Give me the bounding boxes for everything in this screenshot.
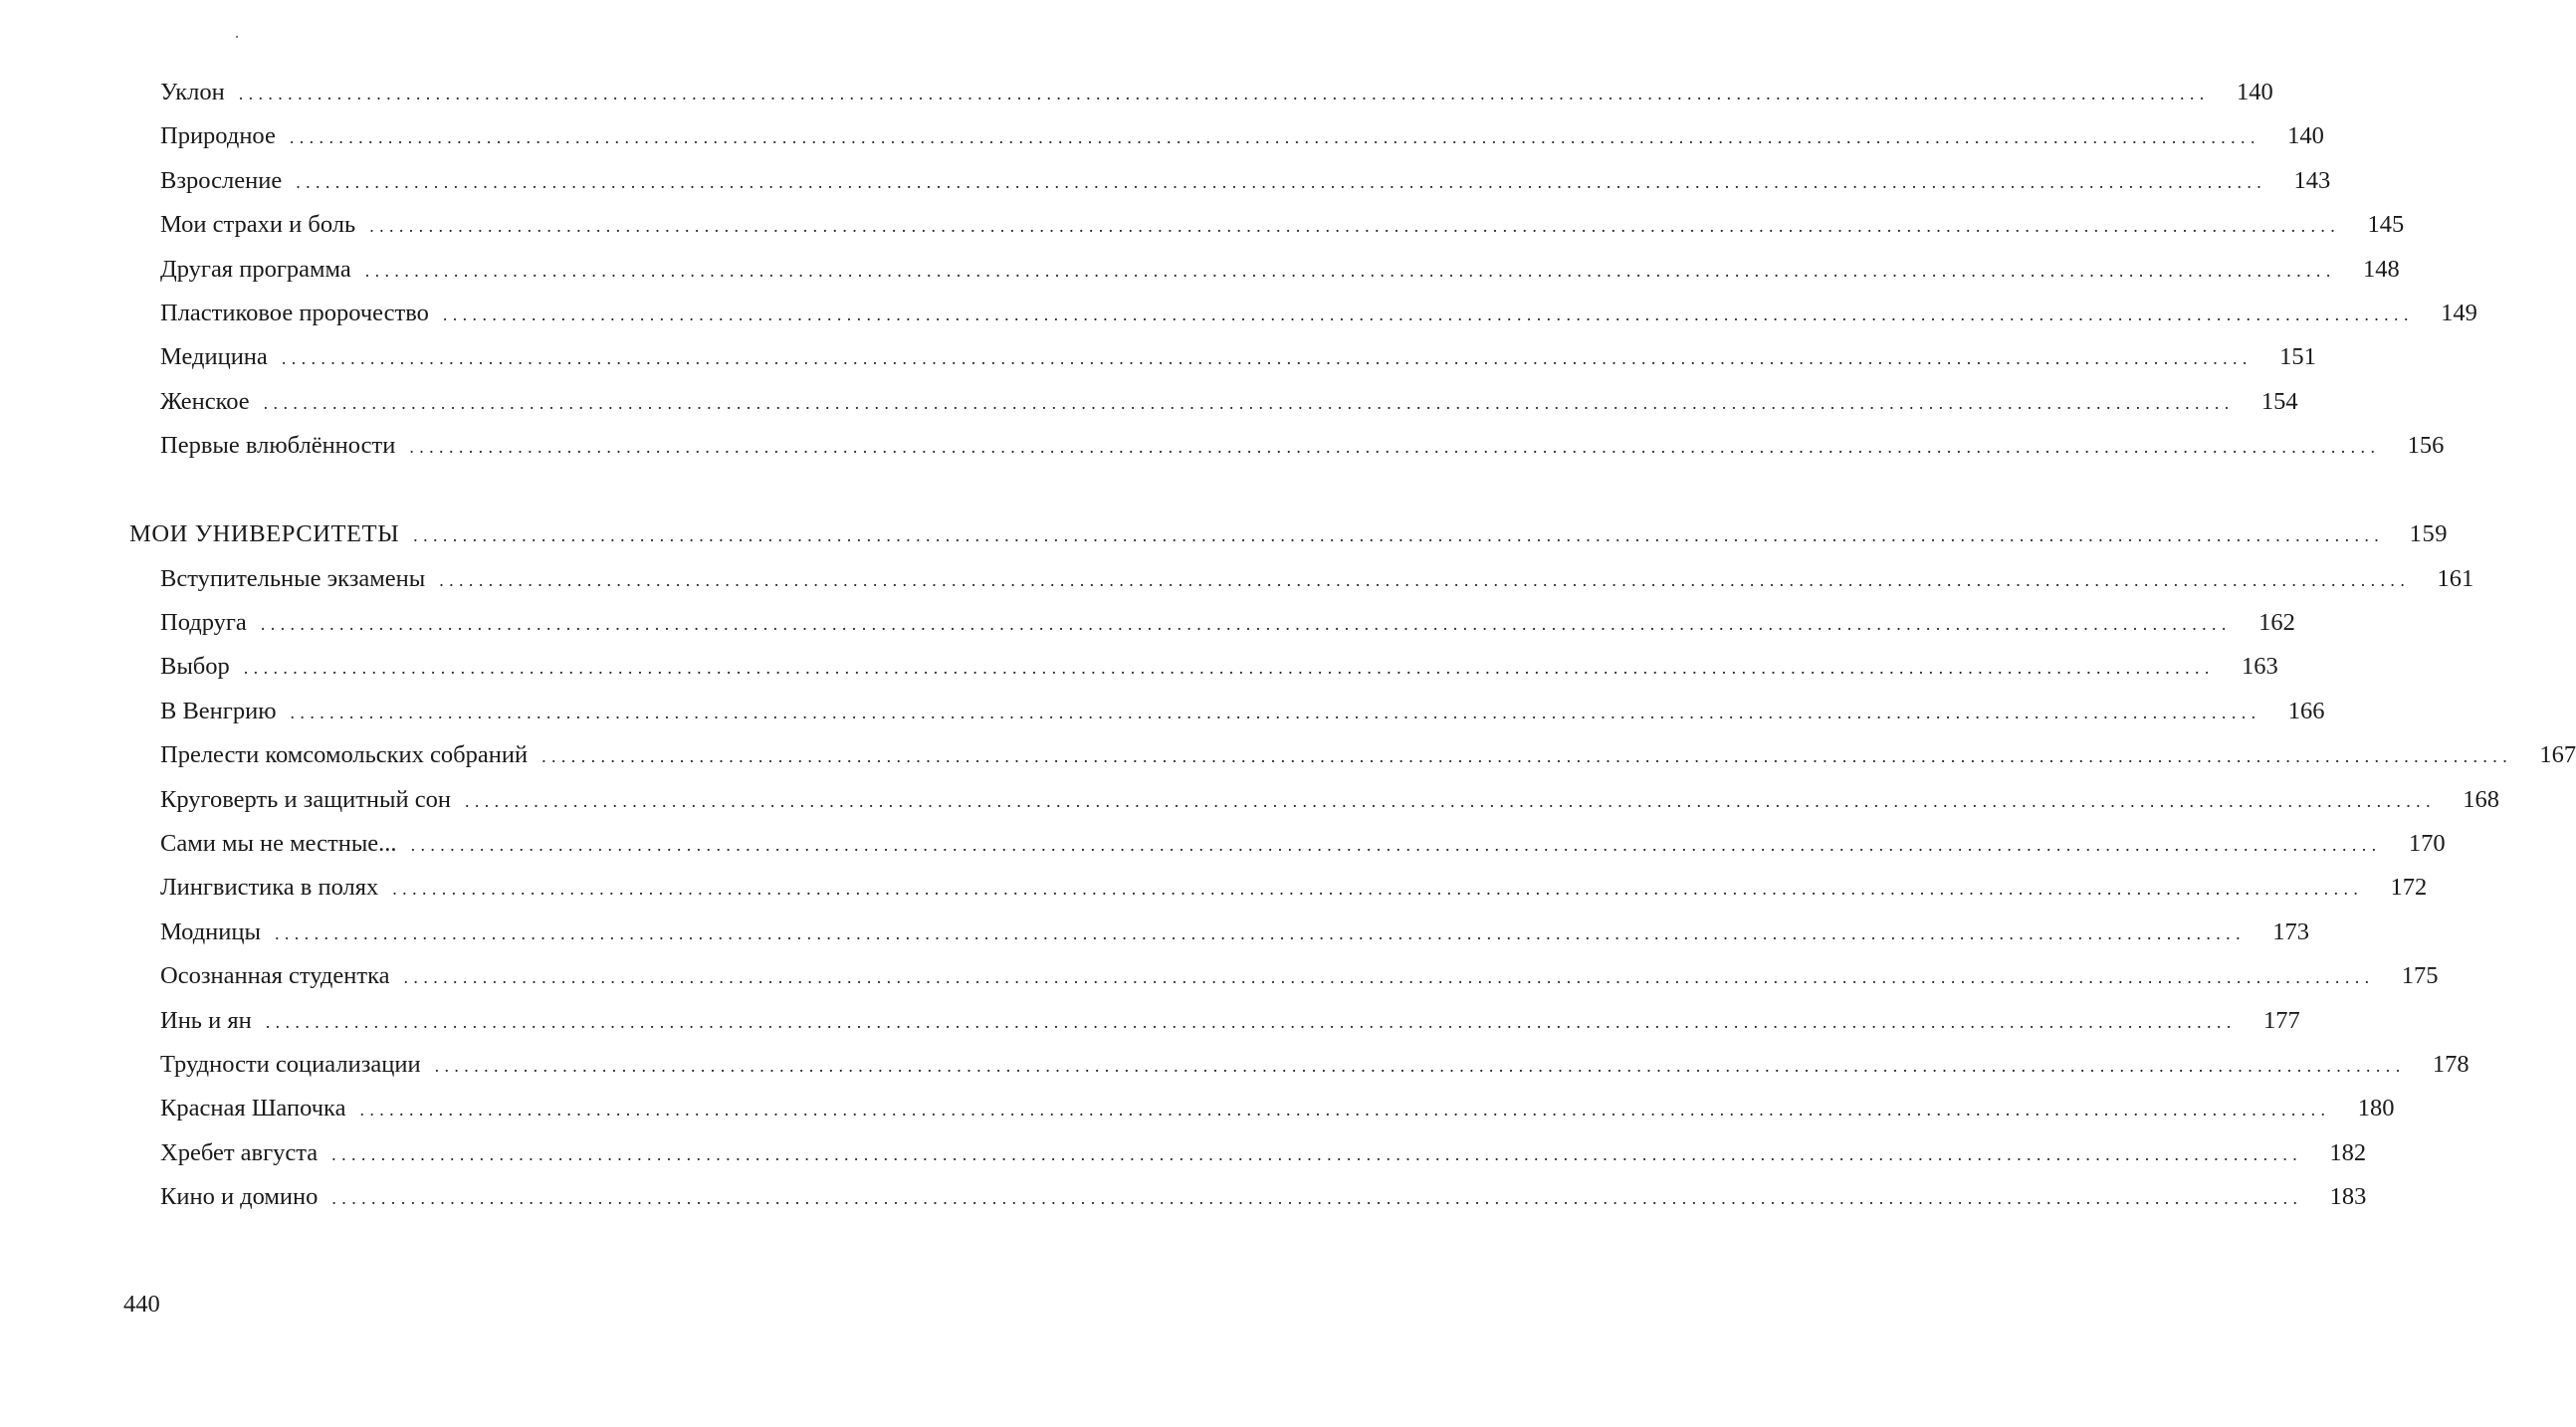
dot-leader: ........................................................................................................................................................................................................ xyxy=(265,1011,2237,1032)
dot-leader: ........................................................................................................................................................................................................ xyxy=(442,305,2414,324)
toc-entry-title: В Венгрию xyxy=(160,697,277,724)
toc-entry-page: 140 xyxy=(2236,79,2273,105)
toc-entry-title: Лингвистика в полях xyxy=(160,874,379,902)
dot-leader: ........................................................................................................................................................................................................ xyxy=(464,790,2436,811)
toc-entry xyxy=(0,114,2324,158)
dot-leader: ........................................................................................................................................................................................................ xyxy=(274,922,2246,943)
toc-entry-title: Сами мы не местные... xyxy=(160,829,397,857)
dot-leader: ........................................................................................................................................................................................................ xyxy=(369,216,2341,237)
toc-entry-page: 148 xyxy=(2362,255,2400,283)
toc-entry xyxy=(0,822,2446,866)
toc-entry-page: 151 xyxy=(2279,343,2316,371)
dot-leader: ........................................................................................................................................................................................................ xyxy=(290,702,2261,722)
dot-leader: ........................................................................................................................................................................................................ xyxy=(392,879,2364,900)
toc-entry-title: Взросление xyxy=(160,166,283,194)
toc-entry-title: Выбор xyxy=(160,653,230,681)
toc-entry xyxy=(0,954,2439,998)
toc-entry xyxy=(0,778,2499,822)
dot-leader: ........................................................................................................................................................................................................ xyxy=(296,171,2267,192)
toc-entry-page: 180 xyxy=(2357,1095,2395,1122)
toc-entry xyxy=(0,733,2576,777)
dot-leader: ........................................................................................................................................................................................................ xyxy=(263,392,2235,413)
toc-entry xyxy=(0,999,2300,1043)
dot-leader: ........................................................................................................................................................................................................ xyxy=(243,658,2215,679)
toc-entry-title: Пластиковое пророчество xyxy=(160,300,429,326)
toc-entry-title: Мои страхи и боль xyxy=(160,211,356,239)
dot-leader: ........................................................................................................................................................................................................ xyxy=(238,84,2210,103)
toc-entry-title: Инь и ян xyxy=(160,1006,252,1034)
toc-entry-title: Первые влюблённости xyxy=(160,432,396,460)
dot-leader: ........................................................................................................................................................................................................ xyxy=(260,613,2232,634)
dot-leader: ........................................................................................................................................................................................................ xyxy=(359,1100,2331,1121)
toc-entry xyxy=(0,292,2477,335)
toc-entry xyxy=(0,866,2428,910)
toc-entry-page: 172 xyxy=(2390,874,2428,902)
toc-entry-page: 161 xyxy=(2437,564,2474,592)
toc-entry-page: 177 xyxy=(2262,1006,2300,1034)
dot-leader: ........................................................................................................................................................................................................ xyxy=(403,967,2375,988)
toc-entry-page: 143 xyxy=(2293,166,2331,194)
dot-leader: ........................................................................................................................................................................................................ xyxy=(410,834,2382,855)
toc-entry xyxy=(0,557,2474,601)
toc-entry xyxy=(0,424,2445,468)
toc-entry xyxy=(0,1175,2367,1219)
toc-section-heading xyxy=(0,512,2449,556)
toc-entry-title: Трудности социализации xyxy=(160,1050,421,1078)
toc-entry-page: 170 xyxy=(2408,829,2446,857)
dot-leader: ........................................................................................................................................................................................................ xyxy=(364,260,2336,281)
toc-entry-page: 175 xyxy=(2401,962,2439,990)
toc-entry-page: 149 xyxy=(2441,300,2477,326)
dot-leader: ........................................................................................................................................................................................................ xyxy=(439,569,2411,590)
toc-entry-title: Женское xyxy=(160,387,250,415)
toc-entry-page: 140 xyxy=(2287,122,2324,150)
toc-entry-page: 159 xyxy=(2409,520,2449,548)
toc-entry-title: Круговерть и защитный сон xyxy=(160,785,451,813)
dot-leader: ........................................................................................................................................................................................................ xyxy=(281,348,2253,369)
toc-entry-page: 178 xyxy=(2432,1050,2469,1078)
toc-entry xyxy=(0,203,2405,247)
toc-entry-title: Уклон xyxy=(160,79,225,105)
toc-entry xyxy=(0,380,2298,424)
toc-entry xyxy=(0,159,2331,203)
toc-entry xyxy=(0,1043,2469,1087)
toc-entry xyxy=(0,1087,2395,1130)
toc-entry-title: Осознанная студентка xyxy=(160,962,390,990)
toc-entry-title: Хребет августа xyxy=(160,1138,319,1166)
toc-entry-title: МОИ УНИВЕРСИТЕТЫ xyxy=(129,520,400,548)
dot-leader: ........................................................................................................................................................................................................ xyxy=(331,1188,2303,1209)
toc-entry xyxy=(0,71,2273,114)
toc-entry-page: 168 xyxy=(2463,785,2499,813)
toc-entry-title: Кино и домино xyxy=(160,1183,319,1211)
toc-entry-page: 182 xyxy=(2329,1138,2367,1166)
toc-entry-page: 162 xyxy=(2258,608,2295,636)
toc-entry-page: 163 xyxy=(2242,653,2278,681)
dot-leader: ........................................................................................................................................................................................................ xyxy=(541,746,2513,767)
toc-entry-page: 145 xyxy=(2367,211,2405,239)
toc-entry xyxy=(0,601,2295,645)
toc-entry-page: 167 xyxy=(2539,741,2576,769)
toc-entry-title: Природное xyxy=(160,122,276,150)
dot-leader: ........................................................................................................................................................................................................ xyxy=(409,437,2381,458)
toc-entry xyxy=(0,690,2325,733)
scan-speck xyxy=(236,36,238,38)
toc-entry-page: 166 xyxy=(2287,697,2325,724)
toc-entry-title: Прелести комсомольских собраний xyxy=(160,741,529,769)
toc-entry-page: 156 xyxy=(2407,432,2445,460)
toc-entry-page: 173 xyxy=(2272,917,2309,945)
toc-entry-title: Медицина xyxy=(160,343,268,371)
dot-leader: ........................................................................................................................................................................................................ xyxy=(289,127,2260,148)
dot-leader: ........................................................................................................................................................................................................ xyxy=(413,525,2385,546)
toc-entry xyxy=(0,1131,2367,1175)
toc-entry-page: 154 xyxy=(2260,387,2298,415)
dot-leader: ........................................................................................................................................................................................................ xyxy=(434,1055,2406,1076)
toc-entry-title: Красная Шапочка xyxy=(160,1095,346,1122)
toc-entry xyxy=(0,911,2309,954)
dot-leader: ........................................................................................................................................................................................................ xyxy=(331,1143,2303,1164)
toc-entry xyxy=(0,248,2400,292)
toc-entry-title: Модницы xyxy=(160,917,261,945)
toc-entry-page: 183 xyxy=(2329,1183,2367,1211)
toc-entry xyxy=(0,645,2278,689)
page-number: 440 xyxy=(123,1291,160,1318)
toc-entry-title: Другая программа xyxy=(160,255,351,283)
toc-entry-title: Вступительные экзамены xyxy=(160,564,426,592)
toc-entry xyxy=(0,335,2316,379)
toc-entry-title: Подруга xyxy=(160,608,247,636)
